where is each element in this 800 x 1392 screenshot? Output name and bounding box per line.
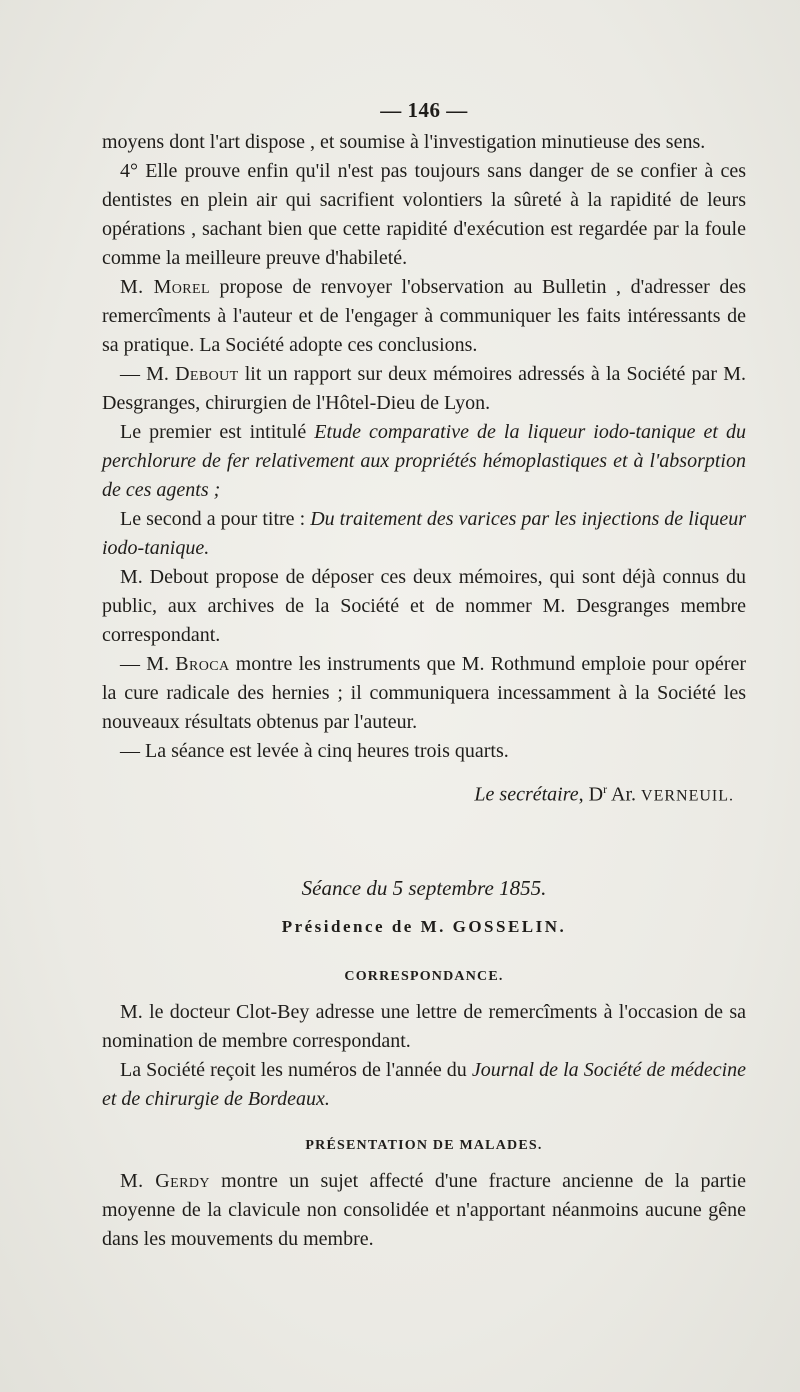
clot-bey-m: M. <box>120 1000 143 1023</box>
paragraph-seance-close: — La séance est levée à cinq heures trois quarts. <box>120 740 509 762</box>
page-text <box>102 92 746 1254</box>
speaker-broca: Broca <box>175 653 230 675</box>
dash-prefix: — M. <box>120 363 176 385</box>
paragraph-debout-proposal: M. Debout propose de déposer ces deux mémoires, qui sont déjà connus du public, aux archives de la Société et de nommer M. Desgranges membre correspondant. <box>102 566 746 646</box>
speaker-morel: M. Morel <box>120 276 210 298</box>
signature-dr-sup: r <box>603 782 608 796</box>
first-memoir-intro: Le premier est intitulé <box>120 421 315 443</box>
paragraph-continuation: moyens dont l'art dispose , et soumise à l'investigation minutieuse des sens. <box>102 131 706 153</box>
speaker-gerdy: M. Gerdy <box>120 1169 210 1192</box>
journal-intro: La Société reçoit les numéros de l'année du <box>120 1058 472 1081</box>
dash-prefix: — M. <box>120 653 176 675</box>
signature-role: Le secrétaire <box>474 783 579 806</box>
presidence-heading: Présidence de M. GOSSELIN. <box>281 916 567 936</box>
morel-text: propose de renvoyer l'observation au Bulletin , d'adresser des remercîments à l'auteur et de l'engager à communiquer les faits intéressants de sa pratique. La Société adopte ces conclusions. <box>102 276 746 356</box>
signature <box>102 775 746 811</box>
paragraph-gerdy <box>102 1167 746 1254</box>
paragraph-broca <box>102 650 746 737</box>
signature-sep: , <box>578 783 589 806</box>
first-memoir-title: Etude comparative de la liqueur iodo-tanique et du perchlorure de fer relativement aux propriétés hémoplastiques et à l'absorption de ces agents ; <box>102 421 746 501</box>
second-memoir-intro: Le second a pour titre : <box>120 508 311 530</box>
signature-name-prefix: Ar. <box>607 783 642 806</box>
clot-bey-text: le docteur Clot-Bey adresse une lettre de remercîments à l'occasion de sa nomination de membre correspondant. <box>102 1000 746 1052</box>
presentation-heading: PRÉSENTATION DE MALADES. <box>305 1137 543 1153</box>
session-title: Séance du 5 septembre 1855. <box>301 875 547 900</box>
paragraph-clot-bey <box>102 998 746 1056</box>
paragraph-journal <box>102 1056 746 1114</box>
debout-text: lit un rapport sur deux mémoires adressés à la Société par M. Desgranges, chirurgien de l'Hôtel-Dieu de Lyon. <box>102 363 746 414</box>
journal-title: Journal de la Société de médecine et de chirurgie de Bordeaux. <box>102 1058 747 1110</box>
paragraph-debout-report <box>102 360 746 418</box>
correspondance-heading: CORRESPONDANCE. <box>344 968 504 984</box>
paragraph-point-4: 4° Elle prouve enfin qu'il n'est pas toujours sans danger de se confier à ces dentistes en plein air qui sacrifient volontiers la sûreté à la rapidité de leurs opérations , sachant bien que cette rapidité d'exécution est regardée par la foule comme la meilleure preuve d'habileté. <box>102 160 746 269</box>
speaker-debout: Debout <box>175 363 239 385</box>
signature-name: VERNEUIL. <box>641 787 734 805</box>
paragraph-first-memoir <box>102 418 746 505</box>
paragraph-second-memoir <box>102 505 746 563</box>
paragraph-morel <box>102 273 746 360</box>
broca-text: montre les instruments que M. Rothmund emploie pour opérer la cure radicale des hernies ; il communiquera incessamment à la Société les nouveaux résultats obtenus par l'auteur. <box>102 653 747 733</box>
second-memoir-title: Du traitement des varices par les injections de liqueur iodo-tanique. <box>102 508 746 559</box>
gerdy-text: montre un sujet affecté d'une fracture ancienne de la partie moyenne de la clavicule non consolidée et n'apportant néanmoins aucune gêne dans les mouvements du membre. <box>102 1169 746 1250</box>
page-number: — 146 — <box>380 98 468 122</box>
signature-dr: D <box>588 783 604 806</box>
